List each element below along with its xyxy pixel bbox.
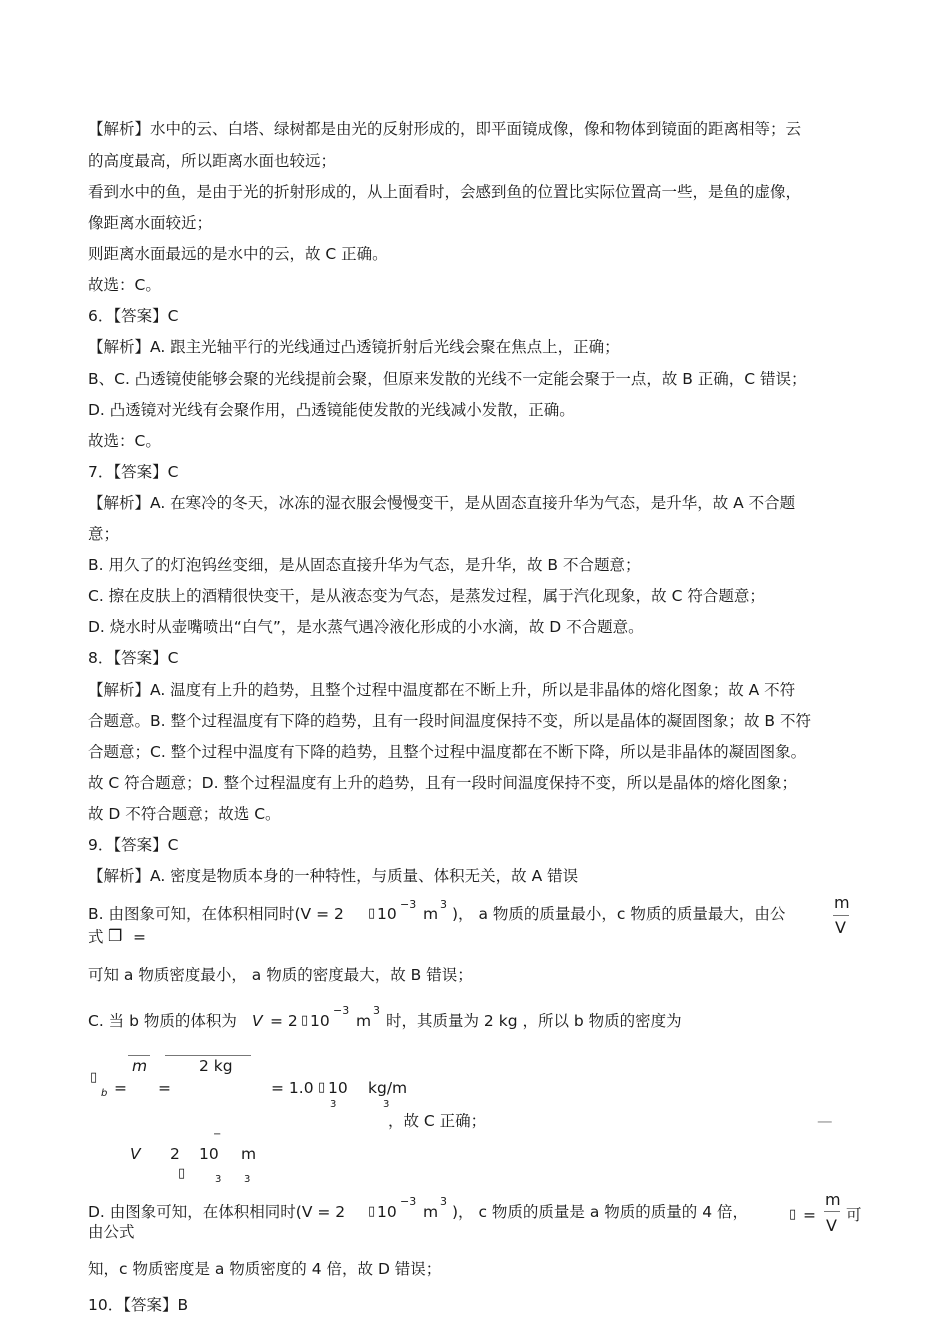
q9-rho-sub: b [101, 1088, 108, 1099]
q9-d-ten: 10 [377, 1203, 397, 1221]
q9-b-conclusion: 可知 a 物质密度最小， a 物质的密度最大，故 B 错误； [88, 966, 473, 984]
q9-c-text-post: 时，其质量为 2 kg ，所以 b 物质的密度为 [386, 1012, 682, 1030]
q5-analysis-line-3: 看到水中的鱼，是由于光的折射形成的，从上面看时，会感到鱼的位置比实际位置高一些，是鱼的虚像， [88, 183, 802, 201]
q9-den-10: 10 [199, 1145, 219, 1163]
q8-analysis-line-2: 合题意。B. 整个过程温度有下降的趋势，且有一段时间温度保持不变，所以是晶体的凝固图象；故 B 不符 [88, 712, 811, 730]
q9-den-m: m [241, 1145, 257, 1163]
q9-den-2: 2 [170, 1145, 180, 1163]
q9-b-frac-bar [833, 915, 849, 916]
q6-answer: 6．【答案】C [88, 307, 179, 325]
q9-answer: 9．【答案】C [88, 836, 179, 854]
q8-analysis-line-3: 合题意；C. 整个过程中温度有下降的趋势，且整个过程中温度都在不断下降，所以是非晶体的凝固图象。 [88, 743, 807, 761]
q9-den-unit-exp: 3 [244, 1174, 251, 1185]
q9-result-glyph: ▯ [318, 1080, 326, 1095]
q9-b-glyph: ▯ [368, 906, 376, 921]
q9-result-ten: 10 [328, 1079, 348, 1097]
q9-analysis-line-1: 【解析】A. 密度是物质本身的一种特性，与质量、体积无关，故 A 错误 [88, 867, 579, 885]
q9-c-v: V [252, 1012, 263, 1030]
q6-analysis-line-1: 【解析】A. 跟主光轴平行的光线通过凸透镜折射后光线会聚在焦点上，正确； [88, 338, 620, 356]
q5-analysis-line-1: 【解析】水中的云、白塔、绿树都是由光的反射形成的，即平面镜成像，像和物体到镜面的距离相等；云 [88, 120, 802, 138]
q7-analysis-line-4: C. 擦在皮肤上的酒精很快变干，是从液态变为气态，是蒸发过程，属于汽化现象，故 C 符合题意； [88, 587, 765, 605]
q9-c-eq: = 2 [270, 1012, 298, 1030]
q9-b-ten: 10 [377, 905, 397, 923]
q9-b-unit-exponent: 3 [440, 898, 447, 911]
q9-d-text-post: )， c 物质的质量是 a 物质的质量的 4 倍， [452, 1203, 748, 1221]
q9-eq-3: = [158, 1079, 171, 1097]
q6-analysis-line-3: D. 凸透镜对光线有会聚作用，凸透镜能使发散的光线减小发散，正确。 [88, 401, 575, 419]
q9-b-box: ❒ [108, 926, 123, 945]
q9-c-ten: 10 [310, 1012, 330, 1030]
q6-choice: 故选：C。 [88, 432, 161, 450]
q8-answer: 8．【答案】C [88, 649, 179, 667]
q8-analysis-line-4: 故 C 符合题意；D. 整个过程温度有上升的趋势，且有一段时间温度保持不变，所以是晶体的熔化图象； [88, 774, 797, 792]
q9-d-conclusion: 知，c 物质密度是 a 物质密度的 4 倍，故 D 错误； [88, 1260, 442, 1278]
q8-analysis-line-1: 【解析】A. 温度有上升的趋势，且整个过程中温度都在不断上升，所以是非晶体的熔化图象；故 A 不符 [88, 681, 796, 699]
q9-d-unit: m [423, 1203, 439, 1221]
q9-d-glyph: ▯ [368, 1204, 376, 1219]
q7-analysis-line-5: D. 烧水时从壶嘴喷出“白气”，是水蒸气遇冷液化形成的小水滴，故 D 不合题意。 [88, 618, 644, 636]
q9-c-unit-exponent: 3 [373, 1004, 380, 1017]
q9-dash: — [817, 1112, 833, 1130]
q9-d-unit-exponent: 3 [440, 1195, 447, 1208]
q9-result: = 1.0 [271, 1079, 314, 1097]
q7-analysis-line-2: 意； [88, 525, 120, 543]
q9-d-frac-m: m [825, 1190, 841, 1209]
q9-result-unit-exp: 3 [383, 1099, 390, 1110]
q9-frac-mass: 2 kg [199, 1057, 233, 1075]
q9-b-frac-v: V [835, 918, 846, 937]
q9-c-text: C. 当 b 物质的体积为 [88, 1012, 237, 1030]
q9-den-glyph: ▯ [178, 1166, 186, 1181]
q5-analysis-line-4: 像距离水面较近； [88, 214, 213, 232]
q8-analysis-line-5: 故 D 不符合题意；故选 C。 [88, 805, 281, 823]
q9-b-frac-m: m [834, 893, 850, 912]
q9-c-glyph: ▯ [301, 1013, 309, 1028]
q9-b-unit: m [423, 905, 439, 923]
q9-result-exp: 3 [330, 1099, 337, 1110]
q5-choice: 故选：C。 [88, 276, 161, 294]
q9-eq-2: = [114, 1079, 127, 1097]
q9-d-exponent: −3 [400, 1195, 417, 1208]
q9-d-glyph-2: ▯ [789, 1207, 797, 1222]
q5-analysis-line-2: 的高度最高，所以距离水面也较远； [88, 152, 337, 170]
q9-d-frac-bar [824, 1211, 840, 1212]
q9-d-text: D. 由图象可知，在体积相同时(V = 2 [88, 1203, 346, 1221]
q9-d-line2: 由公式 [88, 1223, 135, 1241]
q9-result-unit: kg/m [368, 1079, 408, 1097]
q10-answer: 10．【答案】B [88, 1296, 189, 1314]
q9-d-frac-v: V [826, 1216, 837, 1235]
q7-analysis-line-3: B. 用久了的灯泡钨丝变细，是从固态直接升华为气态，是升华，故 B 不合题意； [88, 556, 641, 574]
q7-answer: 7．【答案】C [88, 463, 179, 481]
q9-b-text: B. 由图象可知，在体积相同时(V = 2 [88, 905, 344, 923]
q5-analysis-line-5: 则距离水面最远的是水中的云，故 C 正确。 [88, 245, 388, 263]
q7-analysis-line-1: 【解析】A. 在寒冷的冬天，冰冻的湿衣服会慢慢变干，是从固态直接升华为气态，是升华，故 A 不合题 [88, 494, 796, 512]
q9-b-line2: 式 [88, 928, 104, 946]
q9-b-text-post: )， a 物质的质量最小，c 物质的质量最大，由公 [452, 905, 786, 923]
q9-den-v: V [130, 1145, 141, 1163]
q9-den-minus: − [213, 1129, 222, 1140]
q9-b-eq: = [133, 928, 146, 946]
q9-c-unit: m [356, 1012, 372, 1030]
q9-c-exponent: −3 [333, 1004, 350, 1017]
q9-d-ke: 可 [846, 1206, 862, 1224]
q9-d-eq: = [803, 1206, 816, 1224]
q6-analysis-line-2: B、C. 凸透镜使能够会聚的光线提前会聚，但原来发散的光线不一定能会聚于一点，故 B 正确，C 错误； [88, 370, 807, 388]
q9-b-exponent: −3 [400, 898, 417, 911]
q9-frac-m: m [132, 1057, 148, 1075]
q9-rho-glyph: ▯ [90, 1070, 98, 1085]
q9-c-conclusion: ，故 C 正确； [388, 1112, 487, 1130]
q9-den-exp: 3 [215, 1174, 222, 1185]
